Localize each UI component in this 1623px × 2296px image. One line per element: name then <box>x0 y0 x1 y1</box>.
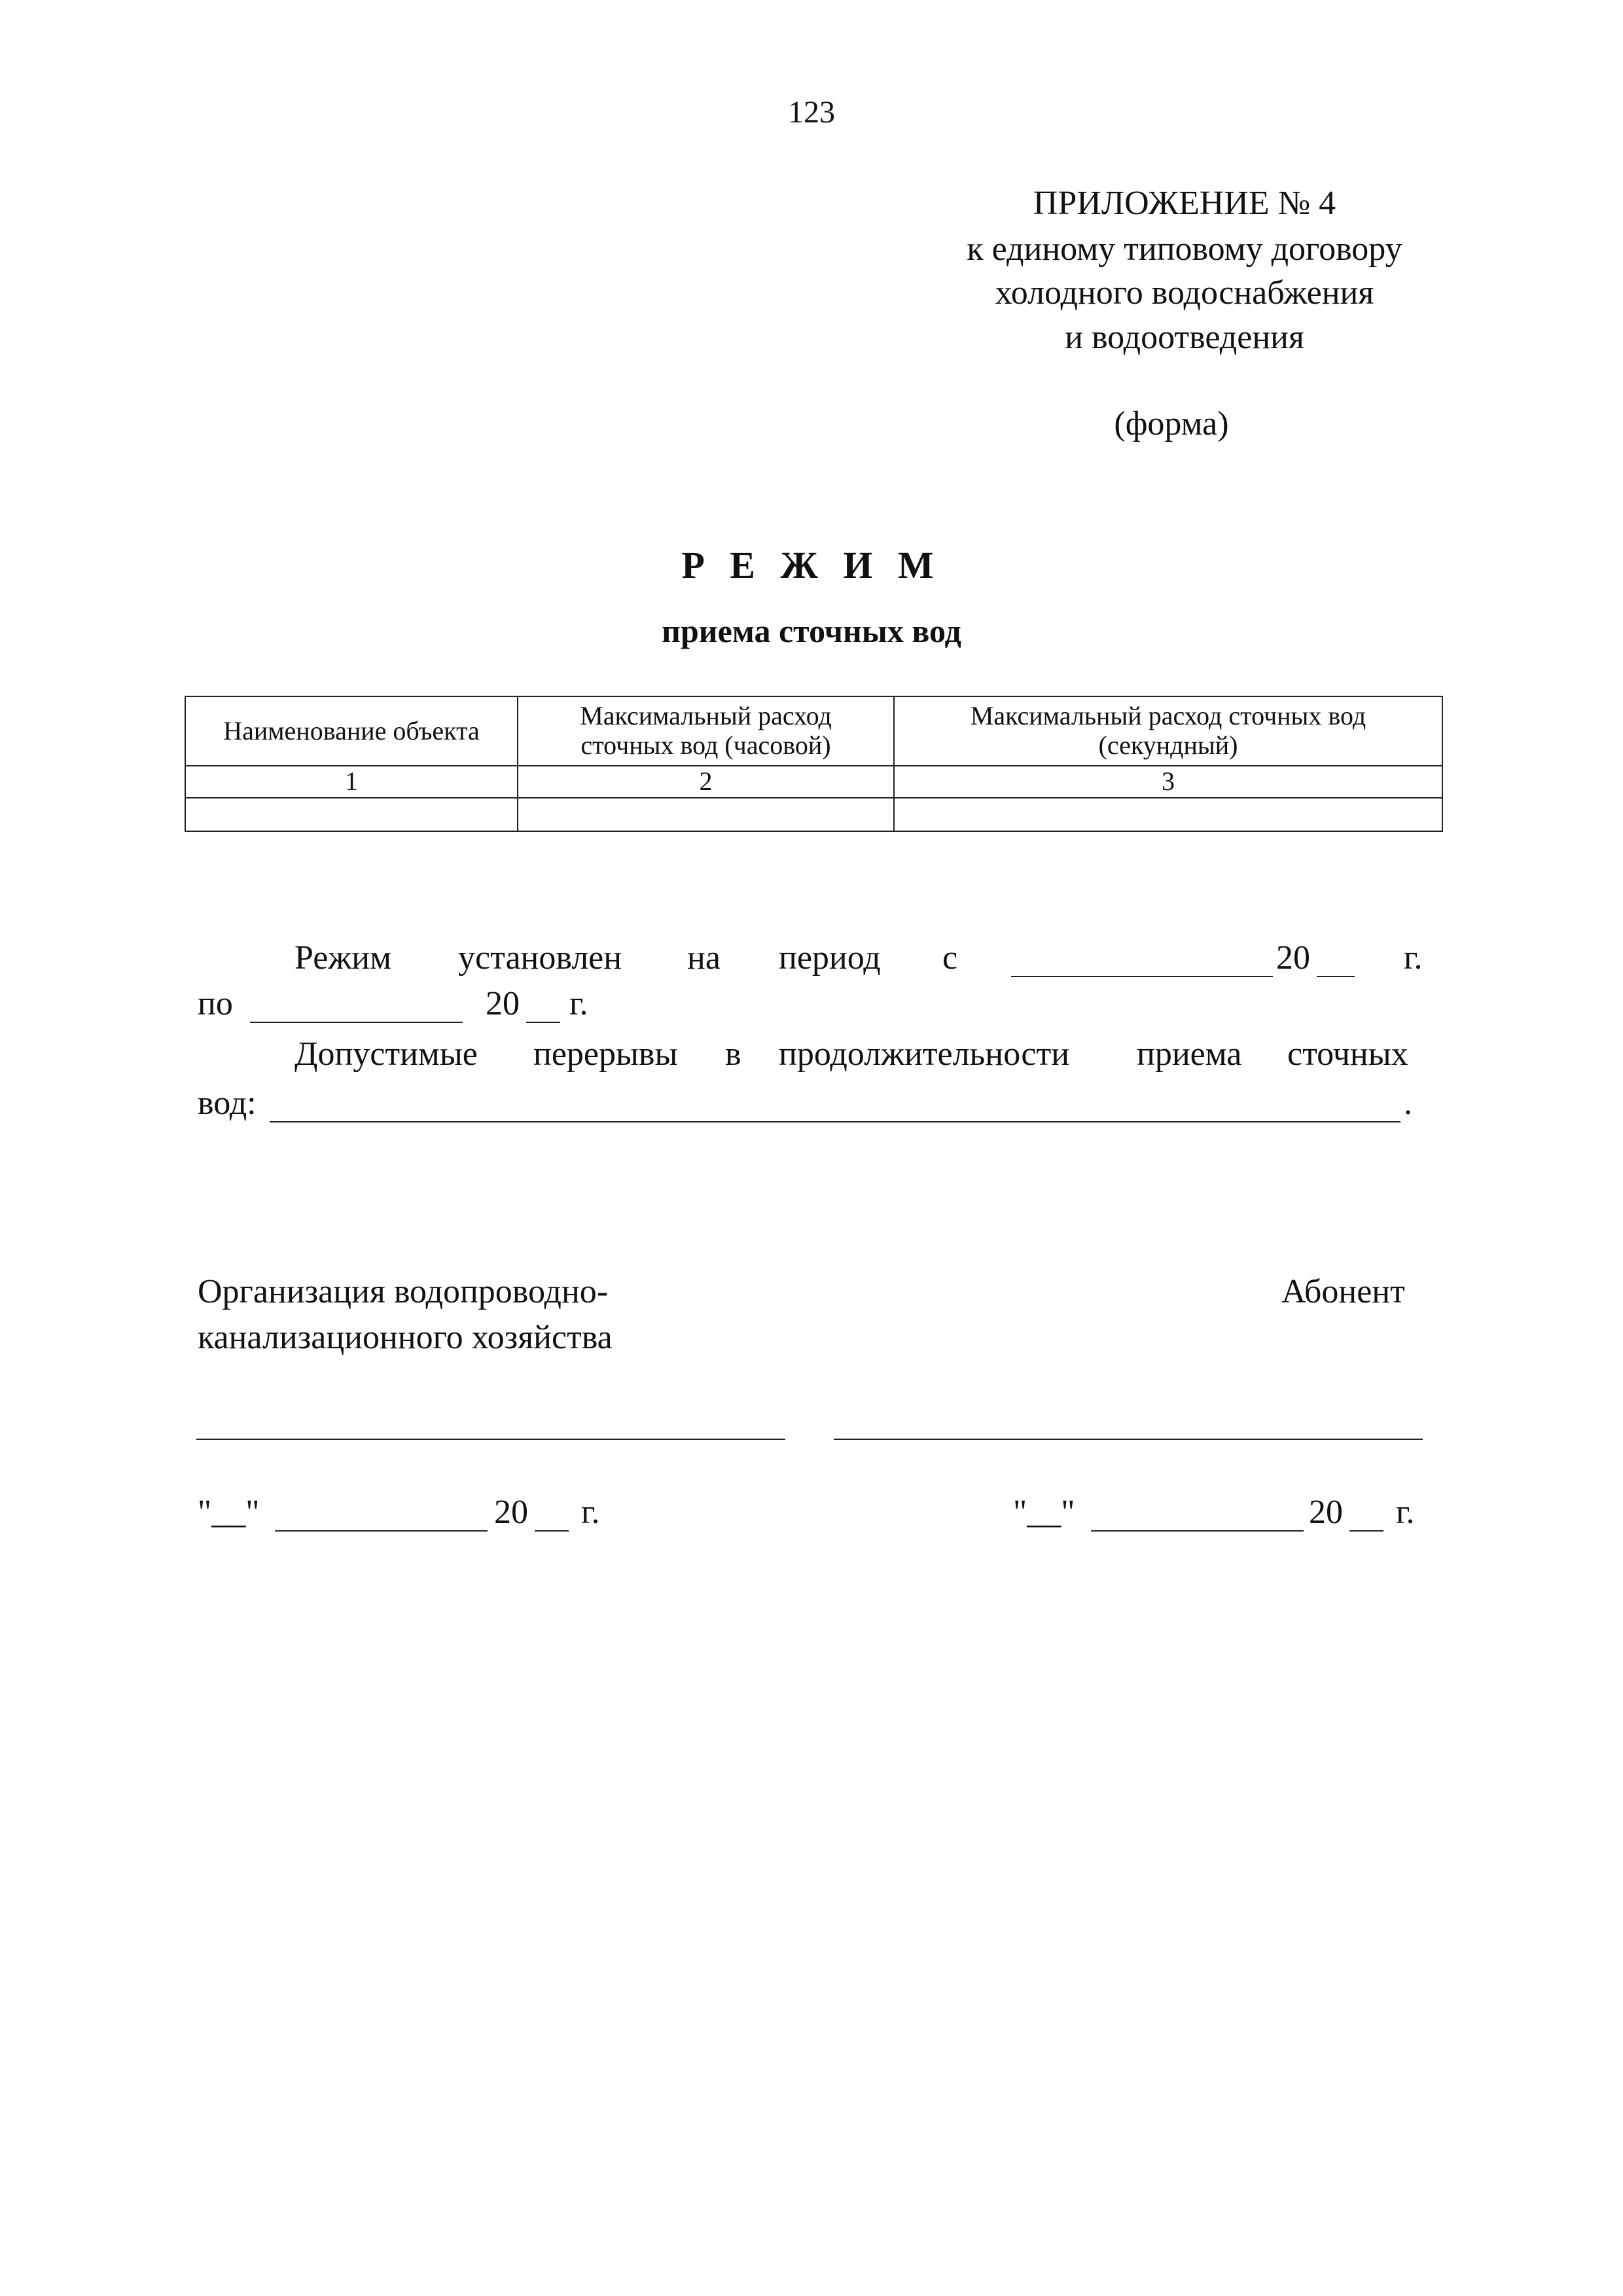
period-start-blank[interactable] <box>1011 976 1273 977</box>
appendix-title: ПРИЛОЖЕНИЕ № 4 <box>1033 185 1336 222</box>
table-cell-second[interactable] <box>894 798 1442 831</box>
org-label-line-2: канализационного хозяйства <box>198 1319 613 1356</box>
period-start-year-blank[interactable] <box>1317 976 1355 977</box>
column-number-1: 1 <box>185 766 518 798</box>
period-word-1: Режим <box>294 939 391 977</box>
subscriber-date-year-blank[interactable] <box>1349 1530 1383 1532</box>
appendix-line-3: и водоотведения <box>1065 319 1304 356</box>
subscriber-signature-line[interactable] <box>834 1439 1423 1440</box>
breaks-word-2: перерывы <box>533 1035 678 1073</box>
document-subtitle: приема сточных вод <box>662 613 961 649</box>
breaks-word-3: в <box>725 1035 741 1073</box>
org-date-suffix: г. <box>581 1494 600 1531</box>
appendix-line-2: холодного водоснабжения <box>995 274 1374 312</box>
breaks-word-6: сточных <box>1287 1035 1408 1073</box>
table-header-row <box>185 696 1442 766</box>
breaks-end-word: вод: <box>198 1085 257 1122</box>
table-row <box>185 798 1442 831</box>
page-number: 123 <box>788 95 835 130</box>
period-start-year-suffix: г. <box>1404 939 1423 977</box>
org-date-year-blank[interactable] <box>535 1530 569 1532</box>
header-hourly-flow <box>518 696 894 766</box>
period-word-5: с <box>942 939 958 977</box>
period-to-word: по <box>198 985 233 1022</box>
form-label: (форма) <box>1114 405 1229 442</box>
org-date-month-blank[interactable] <box>275 1530 488 1532</box>
org-label-line-1: Организация водопроводно- <box>198 1273 609 1310</box>
breaks-word-4: продолжительности <box>779 1035 1070 1073</box>
header-second-flow <box>894 696 1442 766</box>
org-date-year: 20 <box>494 1494 528 1531</box>
header-second-line-2: (секундный) <box>1098 730 1238 760</box>
subscriber-date-day: "__" <box>1013 1494 1075 1531</box>
appendix-line-1: к единому типовому договору <box>967 230 1402 268</box>
org-signature-line[interactable] <box>196 1439 785 1440</box>
subscriber-date-suffix: г. <box>1396 1494 1415 1531</box>
header-second-line-1: Максимальный расход сточных вод <box>970 701 1366 731</box>
header-object-name-text: Наименование объекта <box>223 715 480 745</box>
table-cell-object[interactable] <box>185 798 518 831</box>
header-hourly-line-2: сточных вод (часовой) <box>580 730 831 760</box>
period-end-blank[interactable] <box>250 1022 463 1023</box>
period-end-year-suffix: г. <box>569 985 588 1022</box>
table-cell-hourly[interactable] <box>518 798 894 831</box>
period-word-3: на <box>687 939 721 977</box>
breaks-word-5: приема <box>1137 1035 1242 1073</box>
regime-table <box>185 696 1443 832</box>
header-hourly-line-1: Максимальный расход <box>580 701 832 731</box>
period-word-2: установлен <box>458 939 622 977</box>
period-end-year: 20 <box>486 985 520 1022</box>
breaks-blank[interactable] <box>270 1121 1400 1122</box>
document-title: Р Е Ж И М <box>681 544 942 586</box>
column-number-3: 3 <box>894 766 1442 798</box>
header-object-name <box>185 696 518 766</box>
period-end-year-blank[interactable] <box>526 1022 560 1023</box>
subscriber-date-month-blank[interactable] <box>1091 1530 1304 1532</box>
period-word-4: период <box>779 939 881 977</box>
subscriber-date-year: 20 <box>1309 1494 1343 1531</box>
subscriber-label: Абонент <box>1281 1273 1405 1310</box>
column-number-2: 2 <box>518 766 894 798</box>
breaks-word-1: Допустимые <box>294 1035 478 1073</box>
breaks-period: . <box>1404 1085 1412 1122</box>
period-start-year: 20 <box>1276 939 1310 977</box>
org-date-day: "__" <box>198 1494 260 1531</box>
table-column-number-row <box>185 766 1442 798</box>
